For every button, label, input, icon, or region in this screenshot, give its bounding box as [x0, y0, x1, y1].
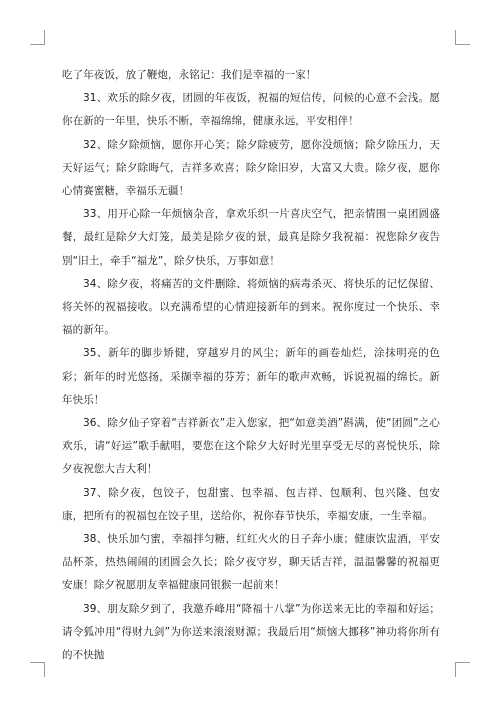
paragraph-31: 31、欢乐的除夕夜，团圆的年夜饭，祝福的短信传，问候的心意不会浅。愿你在新的一年里，快乐不断，幸福绵绵，健康永远，平安相伴！: [62, 92, 440, 128]
paragraph-continued: 吃了年夜饭，放了鞭炮，永铭记：我们是幸福的一家！: [62, 69, 317, 81]
crop-mark-bottom-right: [455, 662, 470, 677]
paragraph-37: 37、除夕夜，包饺子，包甜蜜、包幸福、包吉祥、包顺利、包兴隆、包安康，把所有的祝福包在饺子里，送给你，祝你春节快乐，幸福安康，一生幸福。: [62, 486, 440, 522]
document-body: [62, 64, 440, 667]
paragraph-39: 39、朋友除夕到了，我邀乔峰用“降福十八掌”为你送来无比的幸福和好运；请令狐冲用“得财九剑”为你送来滚滚财源；我最后用“烦恼大挪移”神功将你所有的不快抛: [62, 602, 440, 662]
crop-mark-bottom-left: [30, 662, 45, 677]
crop-mark-top-right: [455, 30, 470, 45]
paragraph-35: 35、新年的脚步矫健，穿越岁月的风尘；新年的画卷灿烂，涂抹明亮的色彩；新年的时光悠扬，采撷幸福的芬芳；新年的歌声欢畅，诉说祝福的绵长。新年快乐！: [62, 347, 440, 406]
paragraph-34: 34、除夕夜，将痛苦的文件删除、将烦恼的病毒杀灭、将快乐的记忆保留、将关怀的祝福接收。以充满希望的心情迎接新年的到来。祝你度过一个快乐、幸福的新年。: [62, 277, 440, 337]
paragraph-32: 32、除夕除烦恼，愿你开心笑；除夕除疲劳，愿你没烦恼；除夕除压力，天天好运气；除夕除晦气，吉祥多欢喜；除夕除旧岁，大富又大贵。除夕夜，愿你心情赛蜜糖，幸福乐无疆！: [62, 138, 440, 198]
paragraph-38: 38、快乐加勺蜜，幸福拌匀糖，红红火火的日子奔小康；健康饮盅酒，平安品杯茶，热热闹闹的团圆会久长；除夕夜守岁，聊天话吉祥，温温馨馨的祝福更安康！除夕祝愿朋友幸福健康同银猴一起前来！: [62, 533, 440, 592]
paragraph-36: 36、除夕仙子穿着“吉祥新衣”走入您家，把“如意美酒”斟满，使“团圆”之心欢乐，请“好运”歌手献唱，要您在这个除夕大好时光里享受无尽的喜悦快乐，除夕夜祝您大吉大利！: [62, 417, 440, 476]
crop-mark-top-left: [30, 30, 45, 45]
paragraph-33: 33、用开心除一年烦恼杂音，拿欢乐织一片喜庆空气，把亲情围一桌团圆盛餐，最红是除夕大灯笼，最美是除夕夜的景，最真是除夕我祝福：祝您除夕夜告别“旧土，牵手“福龙”，除夕快乐，万事如意！: [62, 208, 440, 267]
